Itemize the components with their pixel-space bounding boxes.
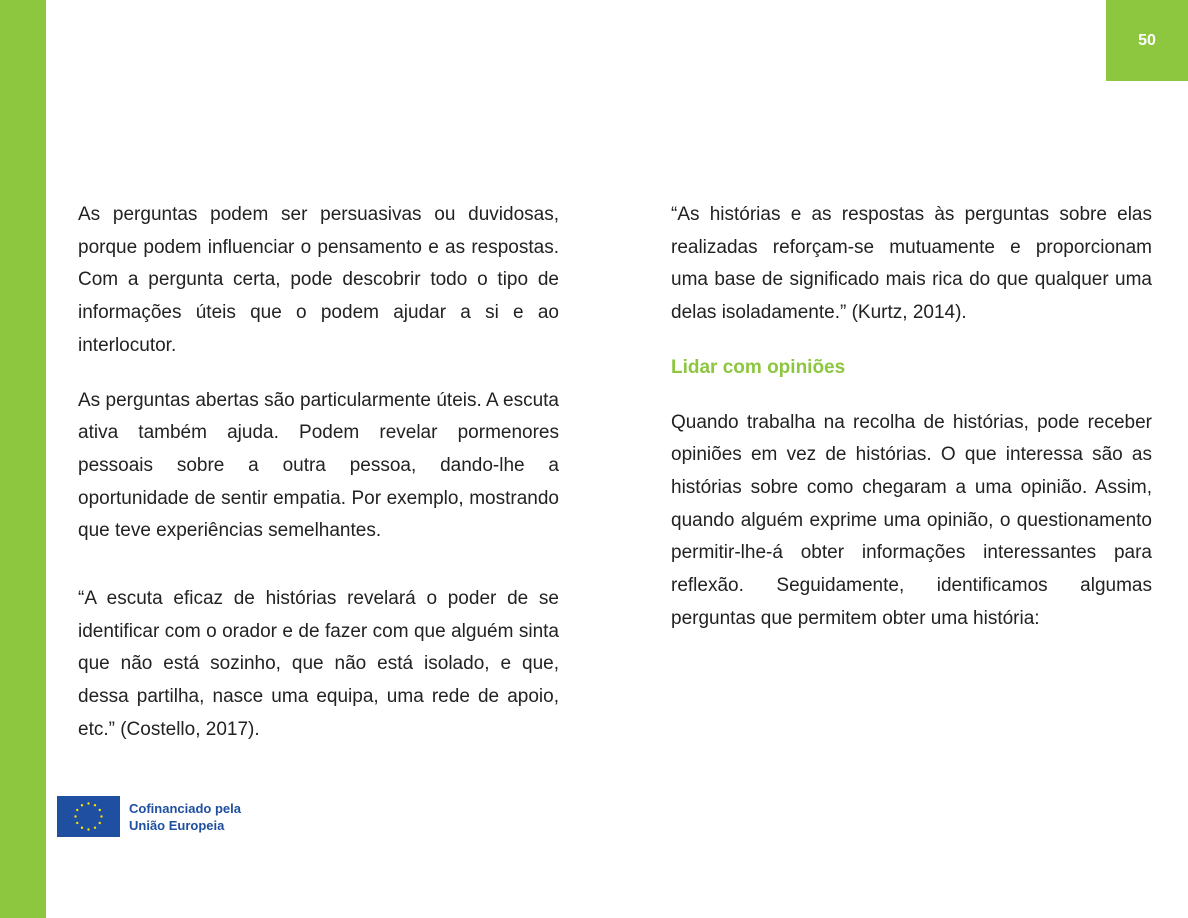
eu-star bbox=[87, 802, 89, 804]
eu-star bbox=[94, 827, 96, 829]
left-column bbox=[78, 199, 559, 747]
eu-star bbox=[76, 809, 78, 811]
section-heading: Lidar com opiniões bbox=[671, 356, 846, 378]
eu-cofunding-logo bbox=[57, 796, 241, 837]
eu-star bbox=[100, 815, 102, 817]
eu-caption-line2: União Europeia bbox=[129, 817, 225, 833]
paragraph: Quando trabalha na recolha de histórias, pode receber opiniões em vez de histórias. O que interessa são as histórias sobre como chegaram a uma opinião. Assim, quando alguém exprime uma opinião, o questionamento permitir-lhe-á obter informações interessantes para reflexão. Seguidamente, identificamos algumas perguntas que permitem obter uma história: bbox=[671, 411, 1152, 629]
eu-caption bbox=[129, 800, 241, 834]
eu-caption-line1: Cofinanciado pela bbox=[129, 800, 241, 816]
paragraph: As perguntas podem ser persuasivas ou duvidosas, porque podem influenciar o pensamento e as respostas. Com a pergunta certa, pode descobrir todo o tipo de informações úteis que o podem ajudar a si e ao interlocutor. bbox=[78, 204, 559, 356]
eu-star bbox=[76, 822, 78, 824]
right-column bbox=[671, 199, 1152, 635]
paragraph: As perguntas abertas são particularmente úteis. A escuta ativa também ajuda. Podem revelar pormenores pessoais sobre a outra pessoa, dando-lhe a oportunidade de sentir empatia. Por exemplo, mostrando que teve experiências semelhantes. bbox=[78, 389, 559, 542]
eu-flag-icon bbox=[57, 796, 120, 837]
eu-star bbox=[99, 809, 101, 811]
quote-paragraph: “A escuta eficaz de histórias revelará o poder de se identificar com o orador e de fazer com que alguém sinta que não está sozinho, que não está isolado, e que, dessa partilha, nasce uma equipa, uma rede de apoio, etc.” (Costello, 2017). bbox=[78, 588, 559, 740]
eu-star bbox=[74, 815, 76, 817]
quote-paragraph: “As histórias e as respostas às perguntas sobre elas realizadas reforçam-se mutuamente e proporcionam uma base de significado mais rica do que qualquer uma delas isoladamente.” (Kurtz, 2014). bbox=[671, 204, 1152, 324]
eu-star bbox=[94, 804, 96, 806]
eu-star bbox=[99, 822, 101, 824]
eu-star bbox=[81, 804, 83, 806]
side-accent-bar bbox=[0, 0, 46, 918]
eu-star bbox=[87, 828, 89, 830]
eu-star bbox=[81, 827, 83, 829]
page-number: 50 bbox=[1106, 0, 1188, 81]
